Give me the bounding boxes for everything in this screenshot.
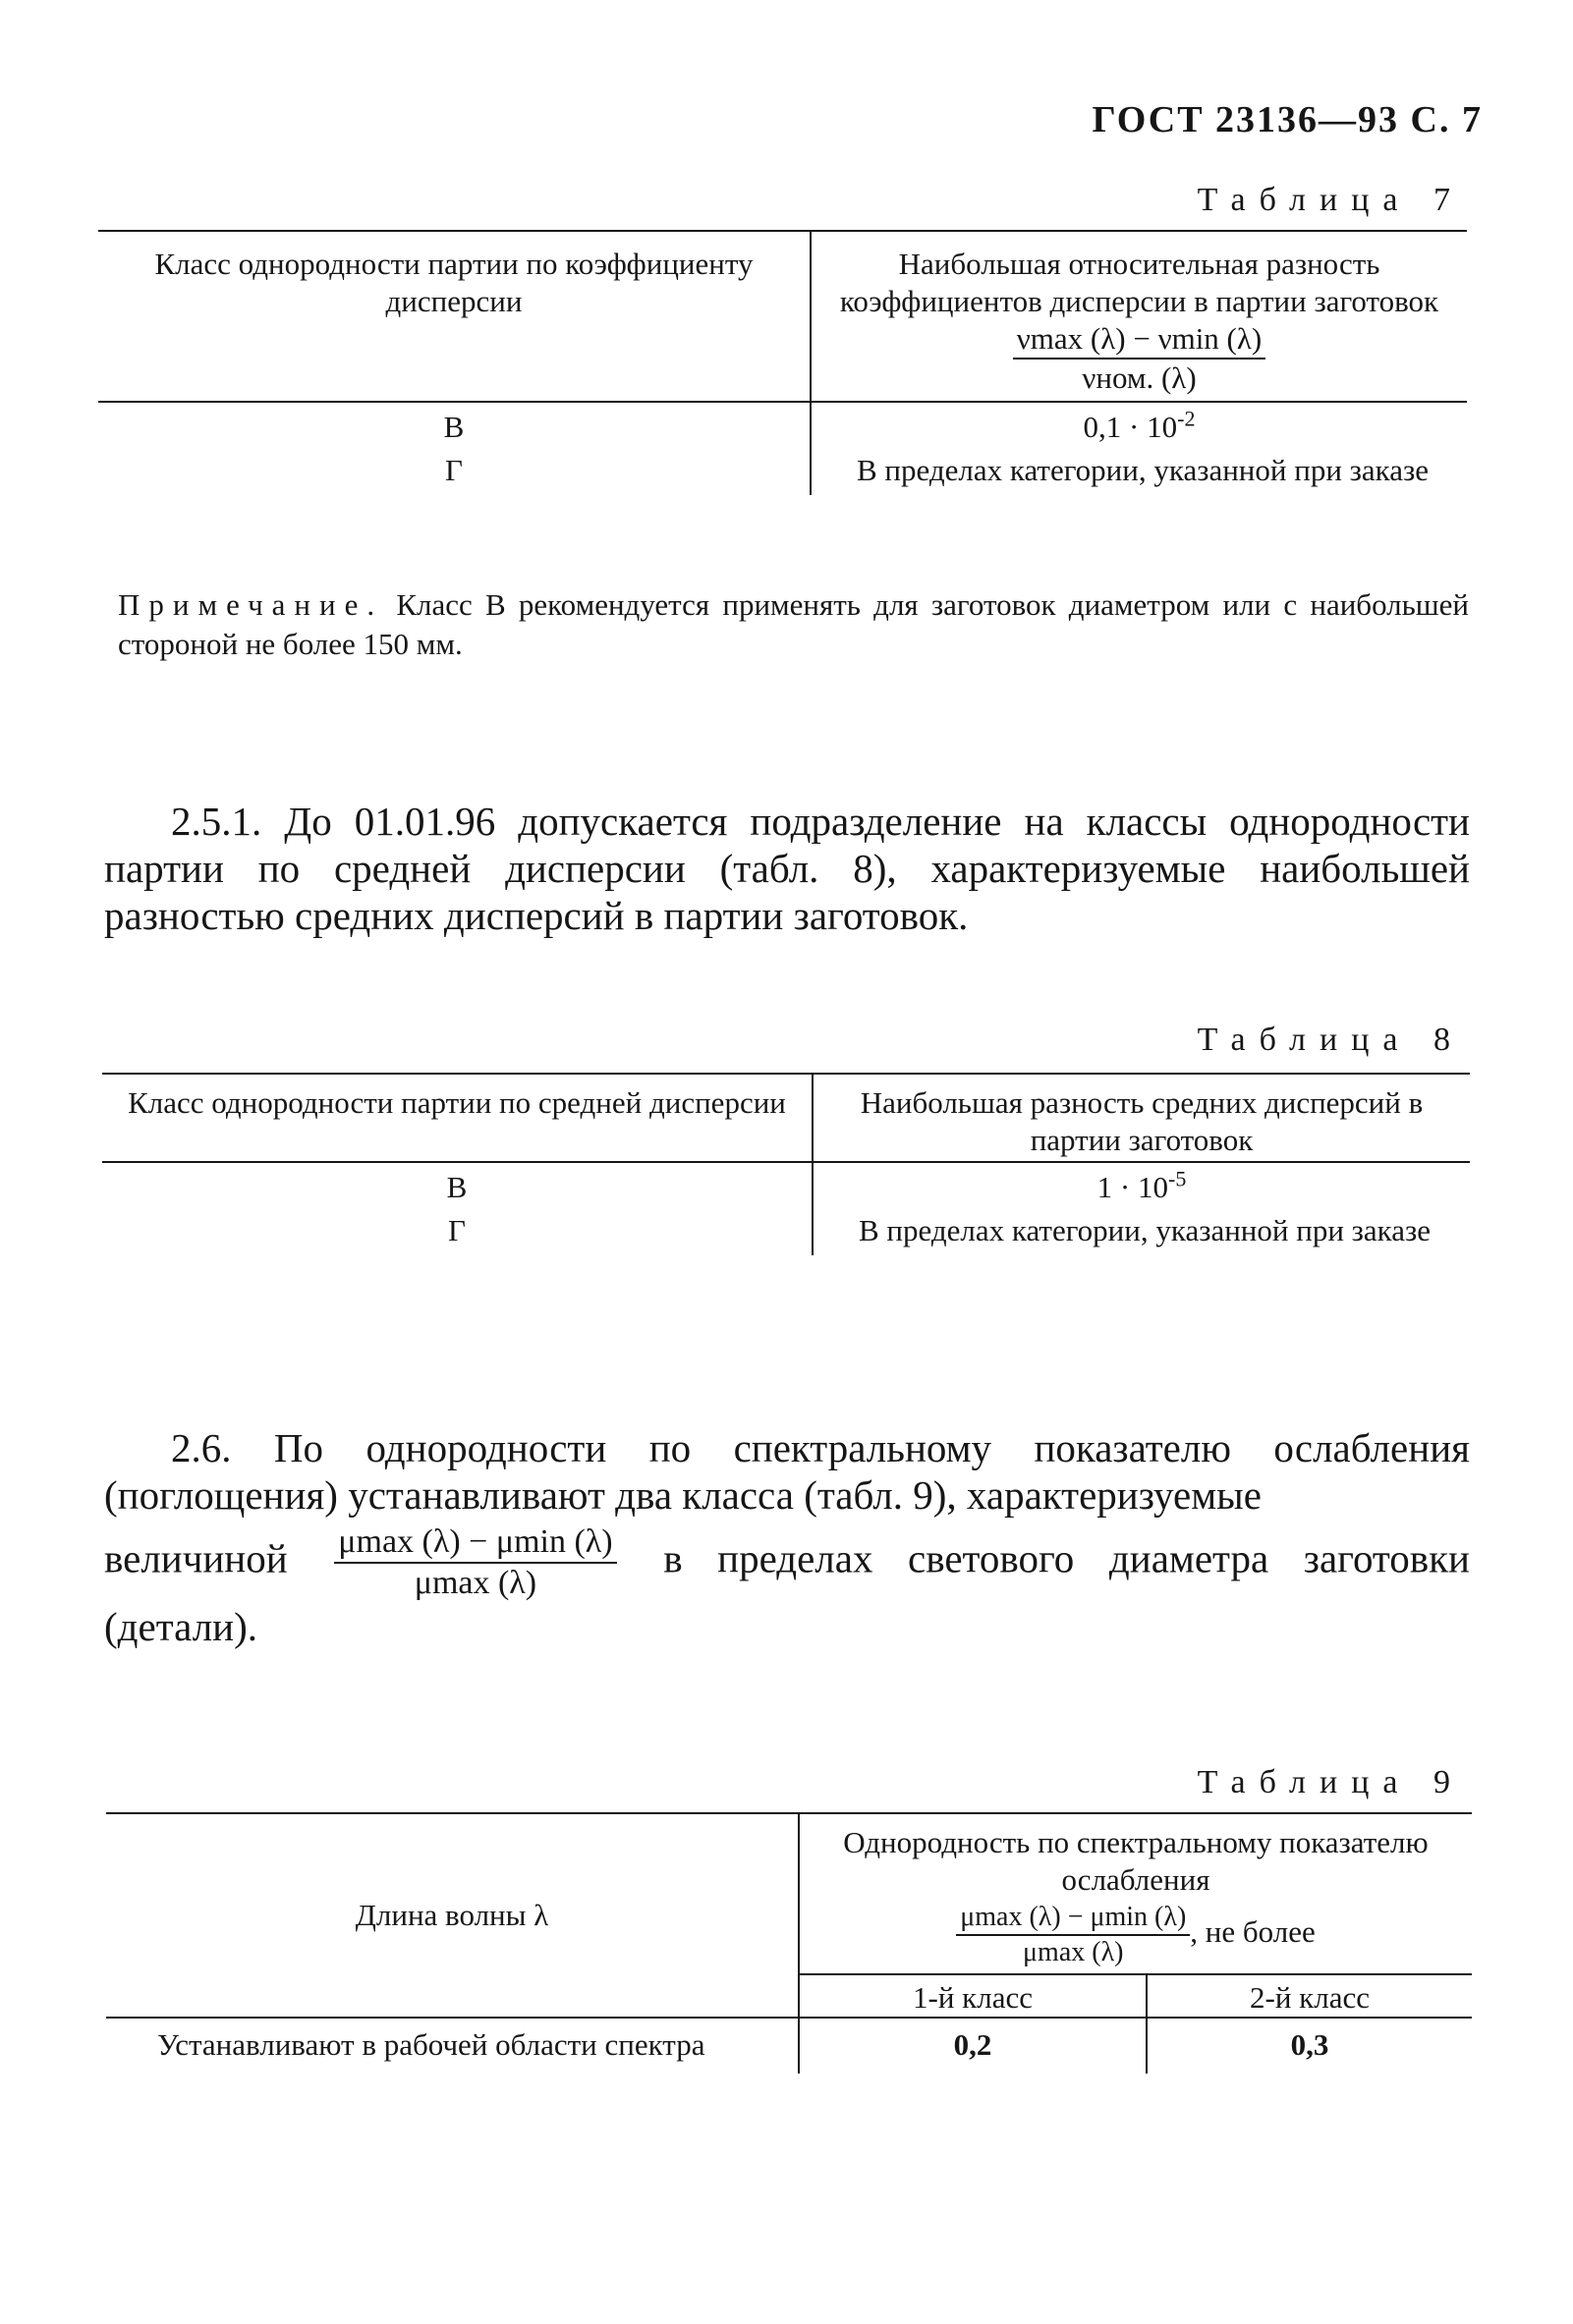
paragraph-2-6-line1: 2.6. По однородности по спектральному показателю ослабления (поглощения) устанавливают два класса (табл. 9), характеризуемые (104, 1425, 1470, 1518)
table9-sub1-header: 1-й класс (799, 1974, 1147, 2018)
table-row (98, 402, 1467, 448)
table7-note (118, 585, 1469, 664)
table7 (98, 230, 1467, 495)
table9-col1-header: Длина волны λ (355, 1898, 549, 1932)
paragraph-2-6-before: величиной (104, 1535, 288, 1581)
paragraph-2-6-formula-denominator: μmax (λ) (414, 1565, 537, 1601)
table7-formula (1013, 320, 1265, 397)
paragraph-2-6-formula (334, 1522, 616, 1603)
table8-row1-class: В (446, 1170, 468, 1204)
paragraph-2-6-formula-line (104, 1522, 1470, 1650)
table9-col2-header: Однородность по спектральному показателю ослабления (843, 1825, 1429, 1897)
table7-row1-value: $0,1 \cdot 10^{-2}$ (811, 402, 1467, 448)
table8-row2-value: В пределах категории, указанной при заказе (813, 1208, 1470, 1255)
table7-col1-header: Класс однородности партии по коэффициенту дисперсии (154, 247, 754, 318)
table9-formula-suffix: , не более (1190, 1914, 1316, 1950)
table8-row1-value: $1 \cdot 10^{-5}$ (813, 1162, 1470, 1208)
table7-row1-class: В (443, 410, 465, 444)
paragraph-2-6-after: в пределах светового диаметра заготовки (детали). (104, 1535, 1470, 1649)
table9-row-value-class2: 0,3 (1147, 2018, 1472, 2074)
table9-formula-line (812, 1901, 1460, 1969)
table9 (106, 1812, 1472, 2074)
table7-row2-class: Г (445, 453, 463, 487)
table-row (106, 2018, 1472, 2074)
table7-row2-value: В пределах категории, указанной при заказе (811, 448, 1467, 495)
note-label: Примечание. (118, 587, 384, 622)
table8-col2-header: Наибольшая разность средних дисперсий в партии заготовок (860, 1085, 1424, 1157)
table-row (102, 1162, 1470, 1208)
table7-formula-numerator: νmax (λ) − νmin (λ) (1013, 320, 1265, 360)
table-row (98, 448, 1467, 495)
paragraph-2-5-1 (104, 798, 1470, 939)
page-header: ГОСТ 23136—93 С. 7 (1092, 99, 1483, 140)
table-row (102, 1208, 1470, 1255)
table8-col1-header: Класс однородности партии по средней дисперсии (128, 1085, 786, 1120)
paragraph-2-6-formula-numerator: μmax (λ) − μmin (λ) (334, 1522, 616, 1564)
table8-caption: Таблица 8 (1197, 1022, 1464, 1058)
table9-formula (956, 1901, 1190, 1969)
paragraph-2-5-1-text: 2.5.1. До 01.01.96 допускается подразделение на классы однородности партии по средней дисперсии (табл. 8), характеризуемые наибольшей разностью средних дисперсий в партии заготовок. (104, 799, 1470, 938)
table7-caption: Таблица 7 (1197, 182, 1464, 218)
table9-formula-denominator: μmax (λ) (1023, 1937, 1124, 1967)
table9-row-value-class1: 0,2 (799, 2018, 1147, 2074)
note-text: Класс В рекомендуется применять для заготовок диаметром или с наибольшей стороной не более 150 мм. (118, 587, 1469, 661)
table8-row2-class: Г (448, 1213, 466, 1247)
table8 (102, 1073, 1470, 1255)
table7-col2-header: Наибольшая относительная разность коэффициентов дисперсии в партии заготовок (839, 247, 1439, 318)
table9-formula-numerator: μmax (λ) − μmin (λ) (956, 1901, 1190, 1936)
paragraph-2-6 (104, 1424, 1470, 1650)
table9-sub2-header: 2-й класс (1147, 1974, 1472, 2018)
table9-row-label: Устанавливают в рабочей области спектра (157, 2027, 705, 2062)
table9-caption: Таблица 9 (1197, 1764, 1464, 1800)
table7-formula-denominator: νном. (λ) (1082, 360, 1197, 395)
